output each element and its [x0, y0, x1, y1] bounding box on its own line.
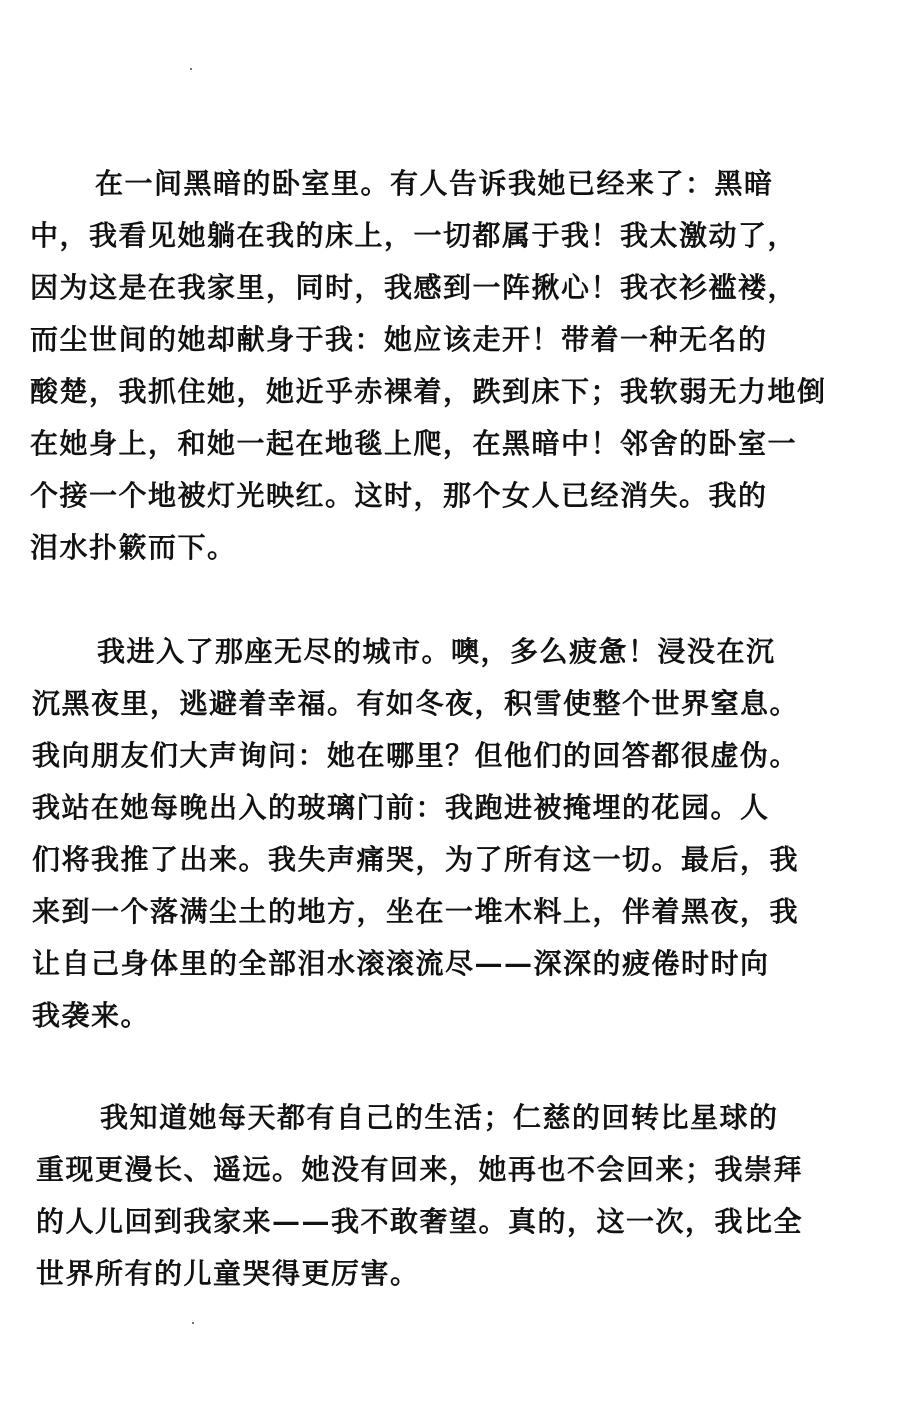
text-line: 世界所有的儿童哭得更厉害。 — [36, 1257, 420, 1290]
text-line: 我知道她每天都有自己的生活；仁慈的回转比星球的 — [100, 1101, 779, 1134]
text-line: 泪水扑簌而下。 — [30, 531, 237, 564]
text-line: 我进入了那座无尽的城市。噢，多么疲惫！浸没在沉 — [97, 635, 776, 668]
text-line: 来到一个落满尘土的地方，坐在一堆木料上，伴着黑夜，我 — [32, 895, 800, 928]
text-line: 们将我推了出来。我失声痛哭，为了所有这一切。最后，我 — [32, 843, 800, 876]
text-line: 的人儿回到我家来——我不敢奢望。真的，这一次，我比全 — [36, 1205, 804, 1238]
text-line: 我袭来。 — [32, 999, 151, 1032]
scan-speck — [190, 68, 192, 70]
text-line: 因为这是在我家里，同时，我感到一阵揪心！我衣衫褴褛， — [30, 271, 798, 304]
text-line: 沉黑夜里，逃避着幸福。有如冬夜，积雪使整个世界窒息。 — [32, 687, 800, 720]
text-line: 让自己身体里的全部泪水滚滚流尽——深深的疲倦时时向 — [32, 947, 770, 980]
text-line: 中，我看见她躺在我的床上，一切都属于我！我太激动了， — [30, 219, 798, 252]
scan-speck — [192, 1322, 194, 1324]
text-line: 重现更漫长、遥远。她没有回来，她再也不会回来；我崇拜 — [36, 1153, 804, 1186]
text-line: 在她身上，和她一起在地毯上爬，在黑暗中！邻舍的卧室一 — [30, 427, 798, 460]
text-line: 个接一个地被灯光映红。这时，那个女人已经消失。我的 — [30, 479, 768, 512]
text-line: 酸楚，我抓住她，她近乎赤裸着，跌到床下；我软弱无力地倒 — [30, 375, 827, 408]
text-line: 在一间黑暗的卧室里。有人告诉我她已经来了：黑暗 — [95, 167, 774, 200]
text-line: 我向朋友们大声询问：她在哪里？但他们的回答都很虚伪。 — [32, 739, 800, 772]
text-line: 我站在她每晚出入的玻璃门前：我跑进被掩埋的花园。人 — [32, 791, 770, 824]
text-line: 而尘世间的她却献身于我：她应该走开！带着一种无名的 — [30, 323, 768, 356]
